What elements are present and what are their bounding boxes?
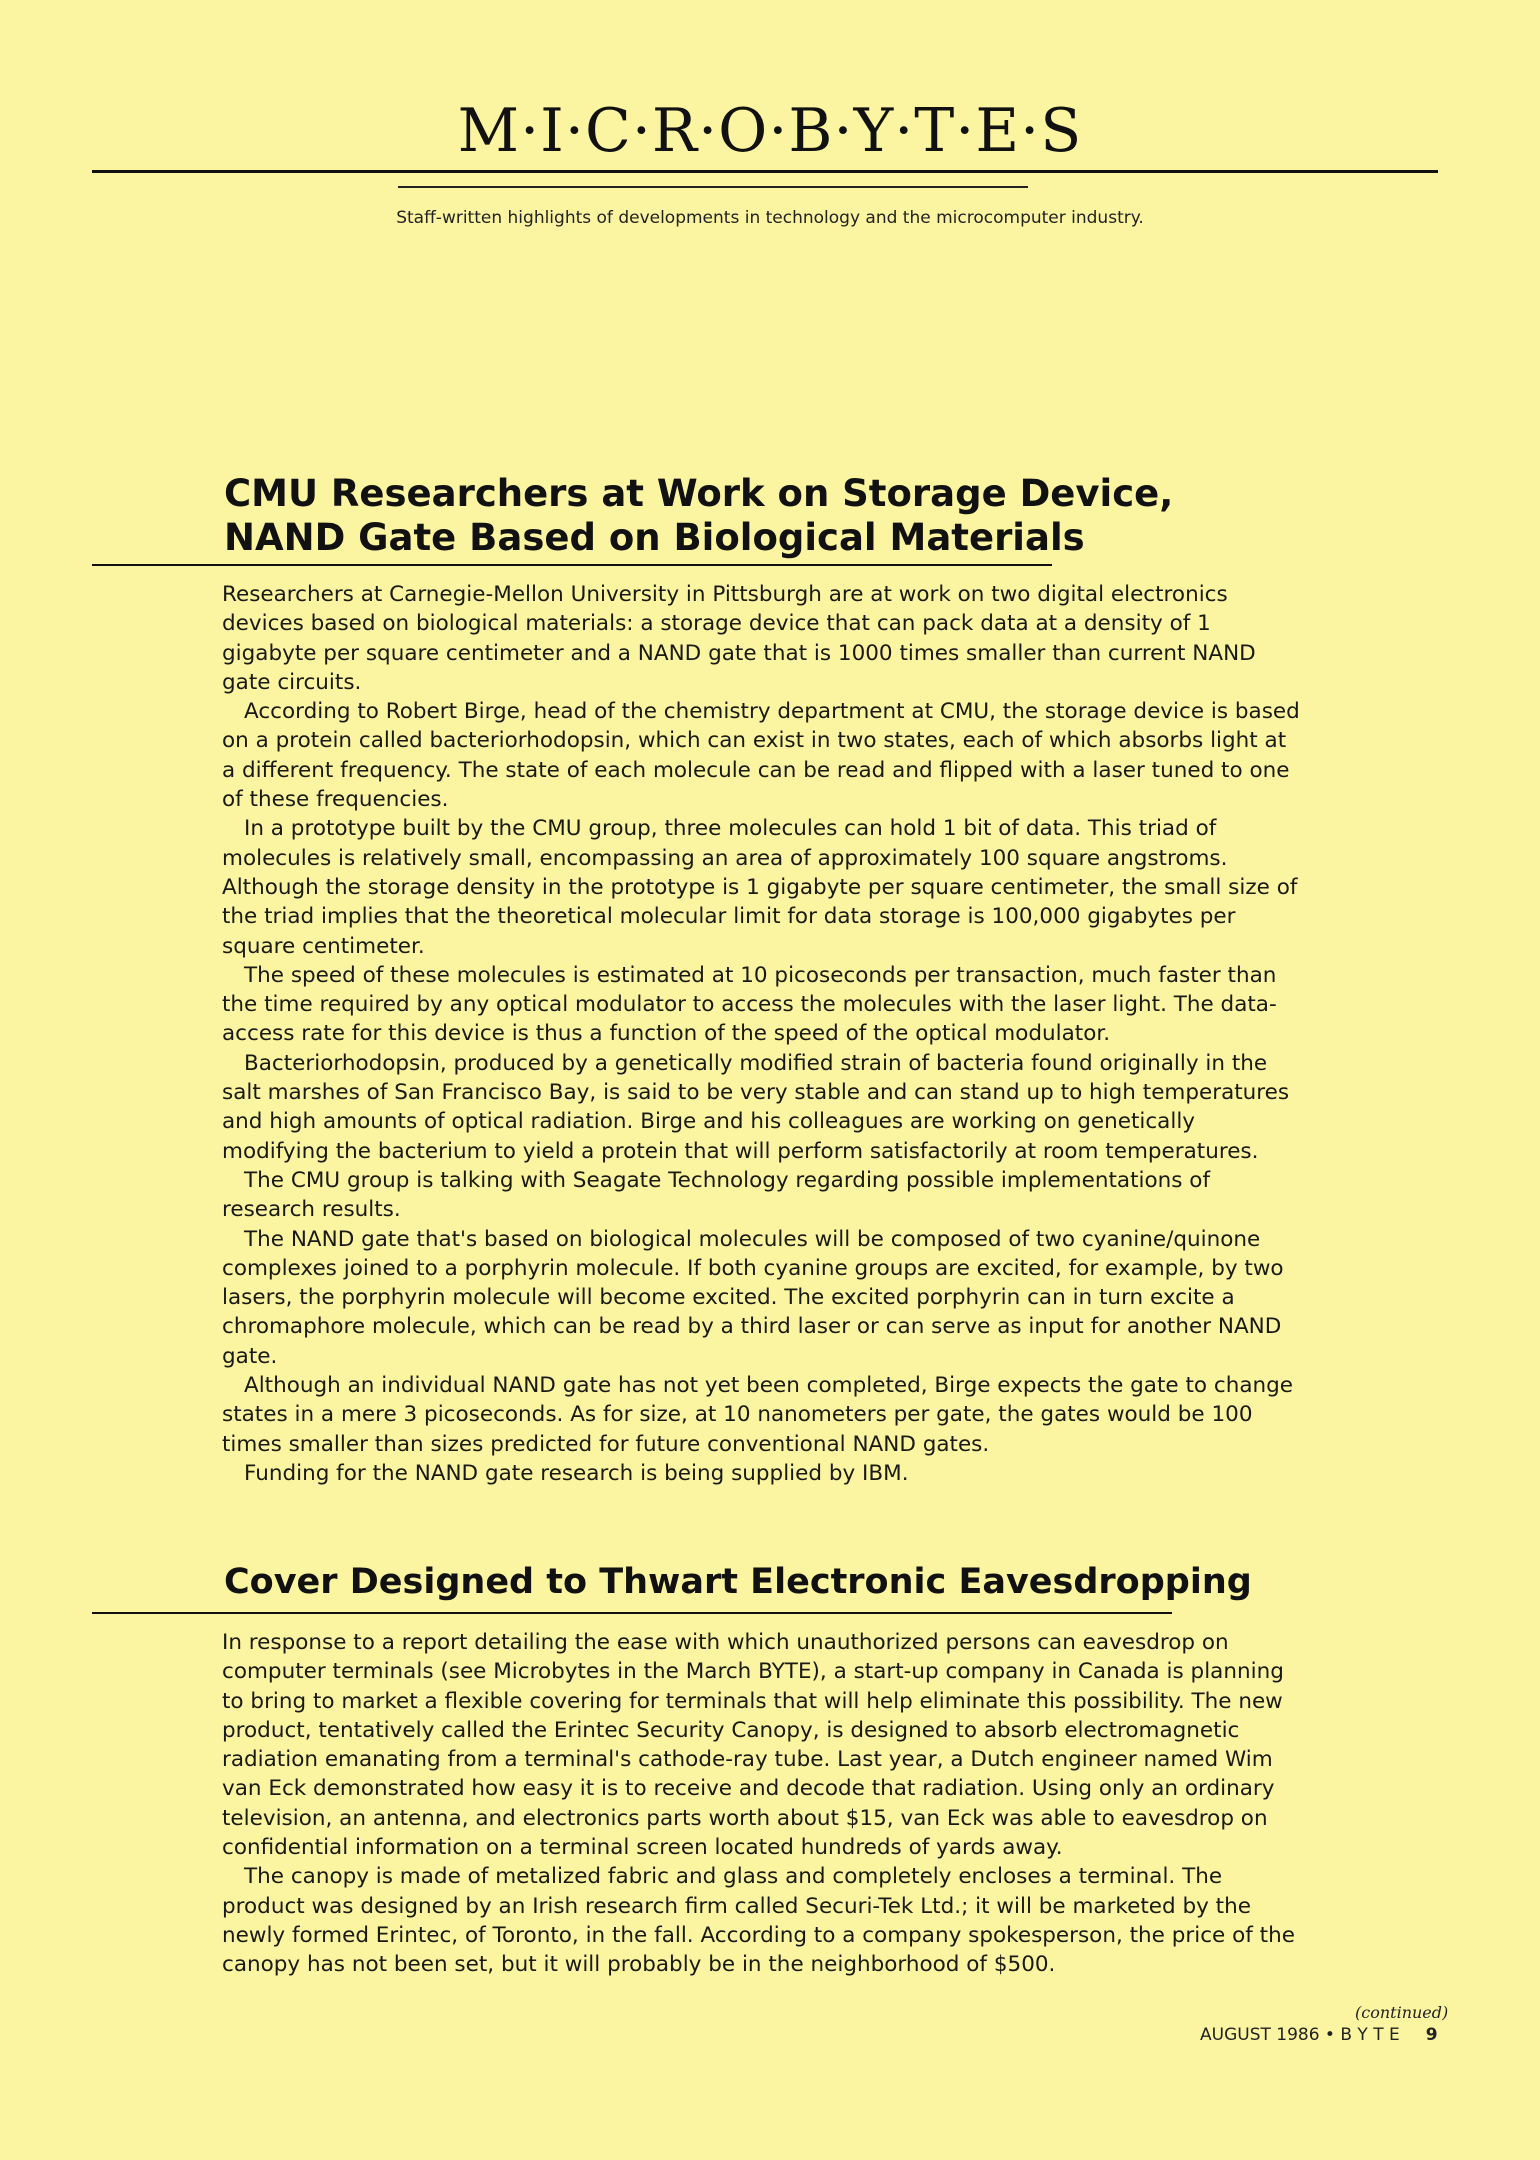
article1-paragraph: Bacteriorhodopsin, produced by a genetically modified strain of bacteria found originally in the salt marshes of San Francisco Bay, is said to be very stable and can stand up to high temperatures and high amounts of optical radiation. Birge and his colleagues are working on genetically modifying the bacterium to yield a protein that will perform satisfactorily at room temperatures. [222,1050,1290,1164]
article1-paragraph: The NAND gate that's based on biological molecules will be composed of two cyanine/quinone complexes joined to a porphyrin molecule. If both cyanine groups are excited, for example, by two lasers, the porphyrin molecule will become excited. The excited porphyrin can in turn excite a chromaphore molecule, which can be read by a third laser or can serve as input for another NAND gate. [222,1226,1284,1369]
article1-paragraph: The speed of these molecules is estimated at 10 picoseconds per transaction, much faster than the time required by any optical modulator to access the molecules with the laser light. The data-access rate for this device is thus a function of the speed of the optical modulator. [222,962,1277,1047]
article2-headline-rule [92,1612,1172,1614]
article2-headline: Cover Designed to Thwart Electronic Eavesdropping [224,1562,1252,1602]
article2-paragraph: The canopy is made of metalized fabric and glass and completely encloses a terminal. The product was designed by an Irish research firm called Securi-Tek Ltd.; it will be marketed by the newly formed Erintec, of Toronto, in the fall. According to a company spokesperson, the price of the canopy has not been set, but it will probably be in the neighborhood of $500. [222,1864,1295,1978]
article1-headline-line1: CMU Researchers at Work on Storage Device, [224,472,1174,515]
article1-headline-rule [92,564,1052,566]
article1-paragraph: In a prototype built by the CMU group, three molecules can hold 1 bit of data. This triad of molecules is relatively small, encompassing an area of approximately 100 square angstroms. Although the storage density in the prototype is 1 gigabyte per square centimeter, the small size of the triad implies that the theoretical molecular limit for data storage is 100,000 gigabytes per square centimeter. [222,816,1298,959]
article1-body [222,580,1302,1488]
article1-paragraph: Although an individual NAND gate has not yet been completed, Birge expects the gate to change states in a mere 3 picoseconds. As for size, at 10 nanometers per gate, the gates would be 100 times smaller than sizes predicted for future conventional NAND gates. [222,1373,1294,1457]
article2-body [222,1628,1302,1980]
continued-label: (continued) [1355,2003,1449,2022]
section-tagline: Staff-written highlights of developments in technology and the microcomputer industry. [396,208,1144,228]
article1-paragraph: According to Robert Birge, head of the chemistry department at CMU, the storage device is based on a protein called bacteriorhodopsin, which can exist in two states, each of which absorbs light at a different frequency. The state of each molecule can be read and flipped with a laser tuned to one of these frequencies. [222,699,1300,813]
article1-headline [224,472,1173,560]
masthead-rule [92,170,1438,173]
footer-issue: AUGUST 1986 • B Y T E [1200,2025,1400,2045]
section-title: M·I·C·R·O·B·Y·T·E·S [457,96,1083,166]
article2-paragraph: In response to a report detailing the ease with which unauthorized persons can eavesdrop on computer terminals (see Microbytes in the March BYTE), a start-up company in Canada is planning to bring to market a flexible covering for terminals that will help eliminate this possibility. The new product, tentatively called the Erintec Security Canopy, is designed to absorb electromagnetic radiation emanating from a terminal's cathode-ray tube. Last year, a Dutch engineer named Wim van Eck demonstrated how easy it is to receive and decode that radiation. Using only an ordinary television, an antenna, and electronics parts worth about $15, van Eck was able to eavesdrop on confidential information on a terminal screen located hundreds of yards away. [222,1630,1284,1861]
article1-headline-line2: NAND Gate Based on Biological Materials [224,516,1085,559]
article1-paragraph: The CMU group is talking with Seagate Technology regarding possible implementations of research results. [222,1167,1211,1223]
page-number: 9 [1425,2025,1438,2045]
article1-paragraph: Researchers at Carnegie-Mellon University in Pittsburgh are at work on two digital electronics devices based on biological materials: a storage device that can pack data at a density of 1 gigabyte per square centimeter and a NAND gate that is 1000 times smaller than current NAND gate circuits. [222,582,1256,695]
masthead-subrule [398,186,1028,188]
article1-paragraph: Funding for the NAND gate research is being supplied by IBM. [244,1460,909,1486]
page-footer [1200,2023,1438,2047]
